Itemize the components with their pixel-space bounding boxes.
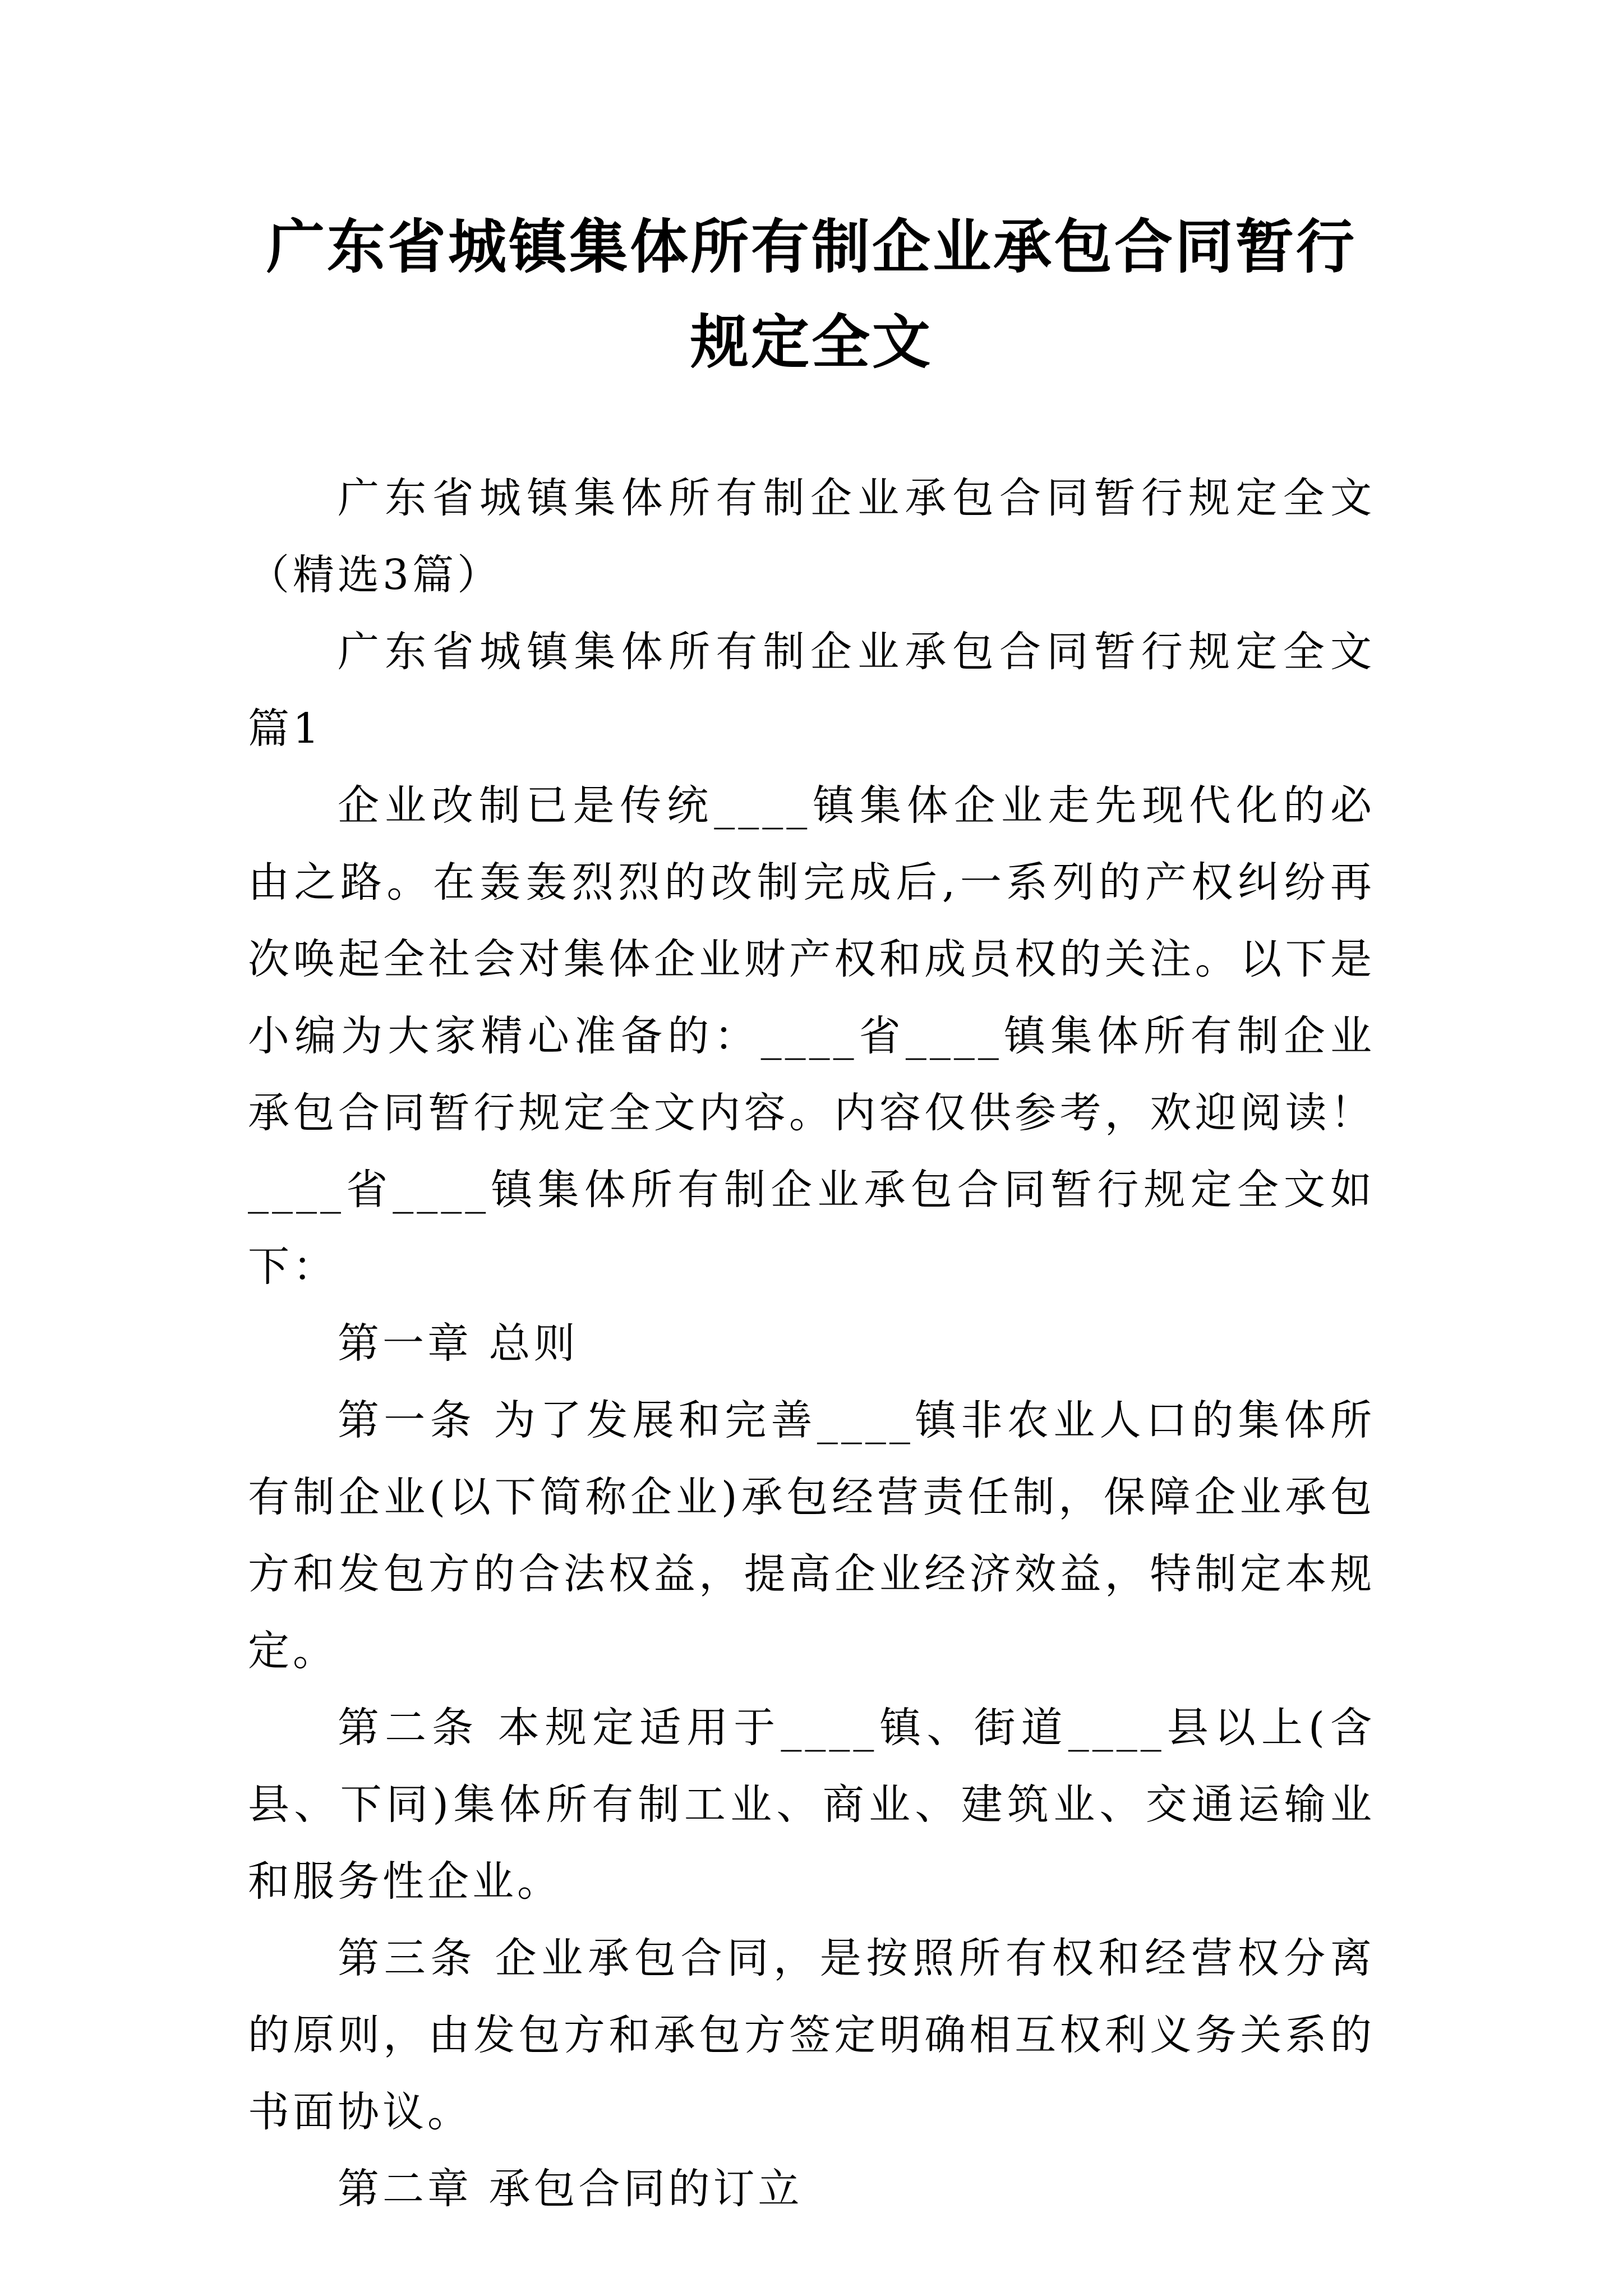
paragraph-intro: 企业改制已是传统____镇集体企业走先现代化的必由之路。在轰轰烈烈的改制完成后,一系列的产权纠纷再次唤起全社会对集体企业财产权和成员权的关注。以下是小编为大家精心准备的：____省____镇集体所有制企业承包合同暂行规定全文内容。内容仅供参考，欢迎阅读！____省____镇集体所有制企业承包合同暂行规定全文如下： <box>248 781 1375 1291</box>
paragraph-subtitle: 广东省城镇集体所有制企业承包合同暂行规定全文（精选3篇） <box>248 474 1375 599</box>
article-2: 第二条 本规定适用于____镇、街道____县以上(含县、下同)集体所有制工业、商业、建筑业、交通运输业和服务性企业。 <box>248 1704 1375 1906</box>
chapter-heading-2: 第二章 承包合同的订立 <box>338 2165 803 2213</box>
article-1: 第一条 为了发展和完善____镇非农业人口的集体所有制企业(以下简称企业)承包经营责任制，保障企业承包方和发包方的合法权益，提高企业经济效益，特制定本规定。 <box>248 1396 1375 1675</box>
chapter-heading-1: 第一章 总则 <box>338 1319 579 1368</box>
document-title: 广东省城镇集体所有制企业承包合同暂行规定全文 <box>266 213 1357 376</box>
document-body <box>248 460 1375 2228</box>
article-3: 第三条 企业承包合同，是按照所有权和经营权分离的原则，由发包方和承包方签定明确相互权利义务关系的书面协议。 <box>248 1934 1375 2136</box>
paragraph-part-heading: 广东省城镇集体所有制企业承包合同暂行规定全文 篇1 <box>248 628 1375 753</box>
